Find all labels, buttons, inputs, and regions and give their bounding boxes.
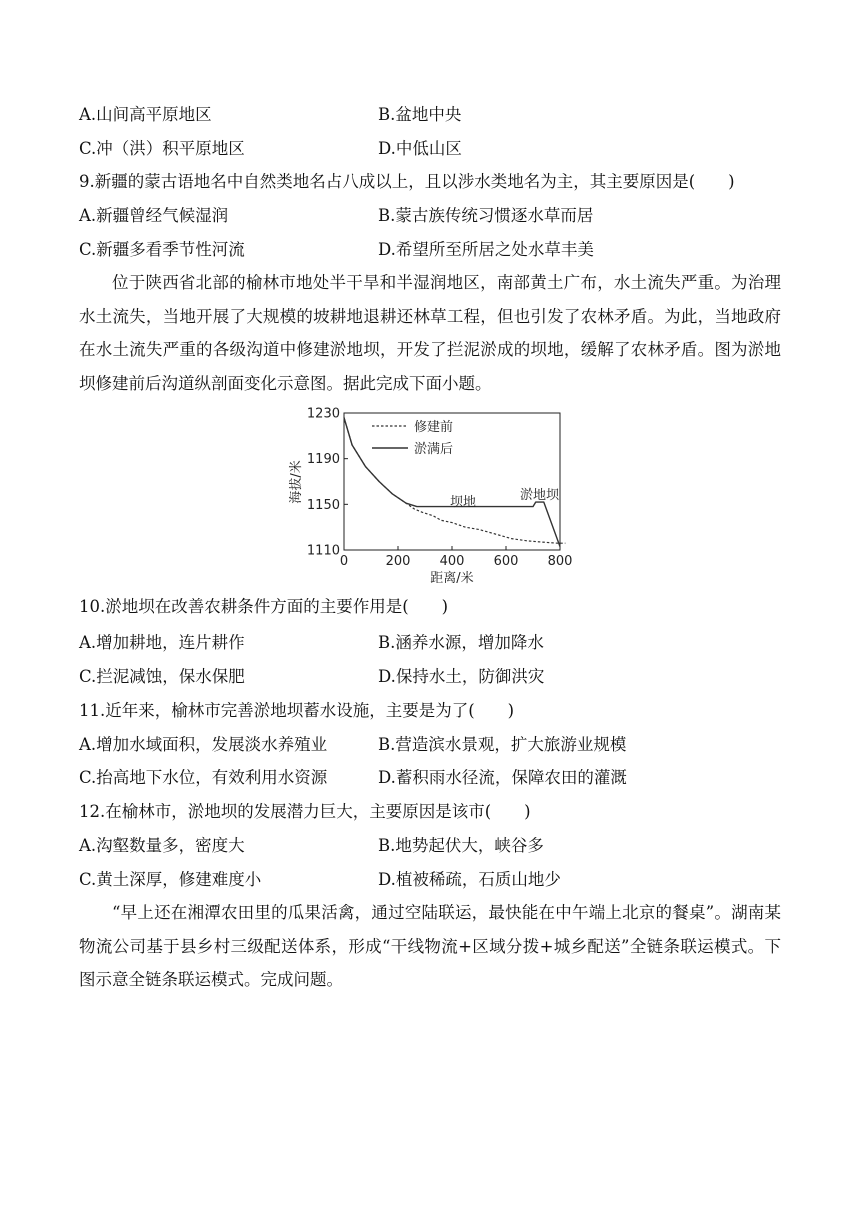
q8-option-b: B.盆地中央 xyxy=(378,105,462,124)
x-tick-label: 200 xyxy=(385,554,411,569)
q10-option-b: B.涵养水源，增加降水 xyxy=(378,633,544,652)
q12-stem: 12.在榆林市，淤地坝的发展潜力巨大，主要原因是该市( ) xyxy=(79,802,531,821)
passage-logistics: “早上还在湘潭农田里的瓜果活禽，通过空陆联运，最快能在中午端上北京的餐桌”。湖南某物流公司基于县乡村三级配送体系，形成“干线物流+区域分拨+城乡配送”全链条联运模式。下图示意全链条联运模式。完成问题。 xyxy=(79,903,781,989)
q10-option-c: C.拦泥减蚀，保水保肥 xyxy=(79,667,245,686)
q9-option-c: C.新疆多看季节性河流 xyxy=(79,240,245,259)
annotation-dam-land: 坝地 xyxy=(450,495,477,510)
x-axis-label: 距离/米 xyxy=(430,571,474,586)
q8-option-c: C.冲（洪）积平原地区 xyxy=(79,139,245,158)
x-tick-label: 800 xyxy=(547,554,573,569)
q11-option-d: D.蓄积雨水径流，保障农田的灌溉 xyxy=(378,768,627,787)
y-tick-label: 1230 xyxy=(306,406,340,422)
q11-option-b: B.营造滨水景观，扩大旅游业规模 xyxy=(378,735,627,754)
q10-stem: 10.淤地坝在改善农耕条件方面的主要作用是( ) xyxy=(79,597,449,616)
x-tick-label: 600 xyxy=(493,554,519,569)
q10-option-d: D.保持水土，防御洪灾 xyxy=(378,667,545,686)
q11-option-a: A.增加水域面积，发展淡水养殖业 xyxy=(79,735,328,754)
legend-label-before: 修建前 xyxy=(414,420,454,435)
q12-option-c: C.黄土深厚，修建难度小 xyxy=(79,870,262,889)
q12-option-a: A.沟壑数量多，密度大 xyxy=(79,836,245,855)
q11-option-c: C.抬高地下水位，有效利用水资源 xyxy=(79,768,328,787)
x-tick-label: 0 xyxy=(339,554,349,569)
passage-yulin: 位于陕西省北部的榆林市地处半干旱和半湿润地区，南部黄土广布，水土流失严重。为治理水土流失，当地开展了大规模的坡耕地退耕还林草工程，但也引发了农林矛盾。为此，当地政府在水土流失严重的各级沟道中修建淤地坝，开发了拦泥淤成的坝地，缓解了农林矛盾。图为淤地坝修建前后沟道纵剖面变化示意图。据此完成下面小题。 xyxy=(79,273,781,393)
q8-option-a: A.山间高平原地区 xyxy=(79,105,212,124)
q12-option-d: D.植被稀疏，石质山地少 xyxy=(378,870,561,889)
legend-label-after: 淤满后 xyxy=(414,442,454,457)
y-axis-label: 海拔/米 xyxy=(289,460,304,504)
q9-option-d: D.希望所至所居之处水草丰美 xyxy=(378,240,594,259)
y-tick-label: 1110 xyxy=(306,543,340,559)
q10-option-a: A.增加耕地，连片耕作 xyxy=(79,633,245,652)
profile-chart xyxy=(280,404,580,589)
q9-option-a: A.新疆曾经气候湿润 xyxy=(79,206,229,225)
y-tick-label: 1150 xyxy=(306,497,340,513)
x-tick-label: 400 xyxy=(439,554,465,569)
y-tick-label: 1190 xyxy=(306,452,340,468)
q8-option-d: D.中低山区 xyxy=(378,139,462,158)
q9-stem: 9.新疆的蒙古语地名中自然类地名占八成以上，且以涉水类地名为主，其主要原因是( ) xyxy=(79,172,735,191)
annotation-check-dam: 淤地坝 xyxy=(520,488,560,503)
series-line-after xyxy=(344,418,560,547)
q12-option-b: B.地势起伏大，峡谷多 xyxy=(378,836,544,855)
q9-option-b: B.蒙古族传统习惯逐水草而居 xyxy=(378,206,594,225)
q11-stem: 11.近年来，榆林市完善淤地坝蓄水设施，主要是为了( ) xyxy=(79,701,515,720)
